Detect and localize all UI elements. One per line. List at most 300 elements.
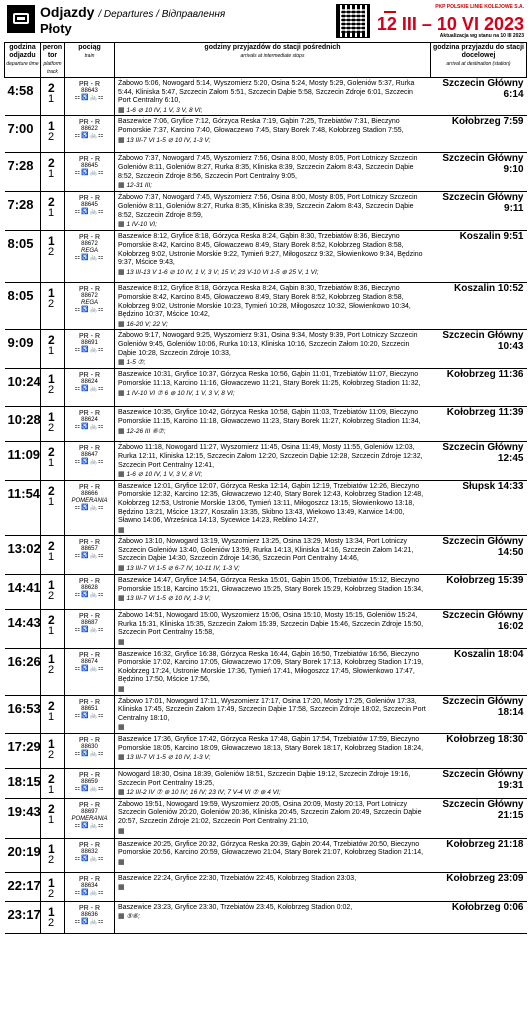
intermediate-stops bbox=[115, 116, 431, 153]
destination-arrival: Szczecin Główny 14:50 bbox=[431, 536, 527, 575]
update-note: Aktualizacja wg stanu na 10 III 2023 bbox=[439, 33, 524, 39]
train-amenities-icon: ⚏♿🚲⚏ bbox=[74, 822, 105, 829]
train-category: PR - R bbox=[79, 841, 100, 849]
service-notes bbox=[118, 527, 428, 536]
platform-number: 2 bbox=[48, 483, 55, 498]
train-category: PR - R bbox=[79, 578, 100, 586]
platform-number: 1 bbox=[48, 904, 55, 919]
calendar-icon: ▦ bbox=[118, 471, 125, 479]
track-number: 1 bbox=[48, 551, 55, 564]
train-category: PR - R bbox=[79, 613, 100, 621]
table-row bbox=[5, 153, 527, 192]
destination-arrival: Szczecin Główny 18:14 bbox=[431, 695, 527, 733]
train-category: PR - R bbox=[79, 286, 100, 294]
table-row bbox=[5, 838, 527, 872]
calendar-icon: ▦ bbox=[118, 389, 125, 397]
track-number: 1 bbox=[48, 710, 55, 723]
train-info bbox=[65, 192, 115, 231]
train-info bbox=[65, 442, 115, 480]
table-row bbox=[5, 872, 527, 901]
calendar-icon: ▦ bbox=[118, 858, 125, 866]
track-number: 2 bbox=[48, 590, 55, 603]
destination-arrival: Kołobrzeg 7:59 bbox=[431, 116, 527, 153]
col-train-label: pociąg bbox=[78, 44, 101, 51]
train-info bbox=[65, 231, 115, 283]
validity-period: 12 III – 10 VI 2023 bbox=[376, 14, 524, 34]
train-amenities-icon: ⚏♿🚲⚏ bbox=[74, 665, 105, 672]
departure-time: 14:43 bbox=[5, 610, 41, 648]
train-info bbox=[65, 480, 115, 536]
platform-number: 1 bbox=[48, 875, 55, 890]
stops-list: Żabowo 17:01, Nowogard 17:11, Wyszomierz 17:17, Osina 17:20, Mosty 17:25, Goleniów 17:33, Kliniska 17:45, Szczecin Załom 17:49, Szczecin Dąbie 17:58, Szczecin Zdroje 18:02, Szczecin Port Centralny 18:10, bbox=[118, 697, 426, 722]
service-notes bbox=[118, 107, 428, 116]
intermediate-stops bbox=[115, 153, 431, 192]
train-info bbox=[65, 536, 115, 575]
table-row bbox=[5, 330, 527, 369]
calendar-icon: ▦ bbox=[118, 686, 125, 694]
service-notes bbox=[118, 639, 428, 648]
stops-list: Żabowo 14:51, Nowogard 15:00, Wyszomierz 15:06, Osina 15:10, Mosty 15:15, Goleniów 15:24, Rurka 15:31, Kliniska 15:35, Szczecin Załom 15:39, Szczecin Dąbie 15:46, Szczecin Zdroje 15:50, Szczecin Port Centralny 15:58, bbox=[118, 612, 424, 637]
service-notes bbox=[118, 269, 428, 278]
train-amenities-icon: ⚏♿🚲⚏ bbox=[74, 95, 105, 101]
col-train bbox=[65, 43, 115, 78]
calendar-icon: ▦ bbox=[118, 320, 125, 328]
col-train-en: train bbox=[84, 53, 95, 59]
platform-number: 2 bbox=[48, 445, 55, 460]
platform-track bbox=[41, 536, 65, 575]
train-number: 88645 bbox=[81, 163, 98, 170]
intermediate-stops bbox=[115, 283, 431, 330]
platform-track bbox=[41, 231, 65, 283]
departure-time: 7:28 bbox=[5, 192, 41, 231]
train-category: PR - R bbox=[79, 333, 100, 341]
service-notes bbox=[118, 137, 428, 146]
table-row bbox=[5, 769, 527, 799]
departure-time: 8:05 bbox=[5, 231, 41, 283]
stops-list: Baszewice 8:12, Gryfice 8:18, Górzyca Reska 8:24, Gąbin 8:30, Trzebiatów 8:36, Bieczyno Pomorskie 8:42, Karcino 8:45, Głowaczewo 8:49, Stary Borek 8:52, Kołobrzeg Stadion 8:58, Kołobrzeg 9:02, Ustronie Morskie 9:22, Tymień 9:27, Miłogoszcz 9:32, Słowienkowo 9:34, Będzino 9:37, Mścice 9:43, bbox=[118, 233, 423, 267]
timetable bbox=[4, 42, 527, 934]
notes-text: 16-20 V; 22 V; bbox=[126, 320, 168, 328]
train-amenities-icon: ⚏♿🚲⚏ bbox=[74, 504, 105, 511]
destination-arrival: Szczecin Główny 12:45 bbox=[431, 442, 527, 480]
train-info bbox=[65, 369, 115, 407]
notes-text: 13 III-7 VI 1-5 ⊘ 10 IV, 1-3 V; bbox=[126, 136, 211, 144]
intermediate-stops bbox=[115, 480, 431, 536]
table-row bbox=[5, 734, 527, 769]
platform-track bbox=[41, 480, 65, 536]
intermediate-stops bbox=[115, 369, 431, 407]
track-number: 1 bbox=[48, 207, 55, 220]
train-category: PR - R bbox=[79, 651, 100, 659]
train-amenities-icon: ⚏♿🚲⚏ bbox=[74, 592, 105, 599]
col-time bbox=[5, 43, 41, 78]
train-info bbox=[65, 769, 115, 799]
destination-arrival: Szczecin Główny 21:15 bbox=[431, 798, 527, 838]
calendar-icon: ▦ bbox=[118, 789, 125, 797]
departure-time: 13:02 bbox=[5, 536, 41, 575]
intermediate-stops bbox=[115, 838, 431, 872]
track-number: 1 bbox=[48, 813, 55, 826]
col-time-en: departure time bbox=[6, 61, 39, 67]
train-info bbox=[65, 610, 115, 648]
departure-time: 14:41 bbox=[5, 575, 41, 610]
train-info bbox=[65, 838, 115, 872]
platform-number: 1 bbox=[48, 119, 55, 134]
departure-time: 16:26 bbox=[5, 648, 41, 695]
train-category: PR - R bbox=[79, 445, 100, 453]
platform-track bbox=[41, 153, 65, 192]
calendar-icon: ▦ bbox=[118, 565, 125, 573]
title-main: Odjazdy bbox=[40, 4, 95, 20]
platform-number: 2 bbox=[48, 156, 55, 171]
stops-list: Żabowo 9:17, Nowogard 9:25, Wyszomierz 9:31, Osina 9:34, Mosty 9:39, Port Lotniczy Szczecin Goleniów 9:45, Goleniów 10:06, Rurka 10:13, Kliniska 10:16, Szczecin Załom 10:20, Szczecin Dąbie 10:28, Szczecin Zdroje 10:33, bbox=[118, 332, 418, 357]
table-row bbox=[5, 480, 527, 536]
destination-arrival: Koszalin 10:52 bbox=[431, 283, 527, 330]
platform-track bbox=[41, 798, 65, 838]
destination-arrival: Szczecin Główny 16:02 bbox=[431, 610, 527, 648]
track-number: 2 bbox=[48, 298, 55, 311]
service-notes bbox=[118, 390, 428, 399]
col-dest bbox=[431, 43, 527, 78]
train-info bbox=[65, 901, 115, 933]
col-dest-label: godzina przyjazdu do stacji docelowej bbox=[432, 44, 524, 59]
platform-track bbox=[41, 192, 65, 231]
service-notes bbox=[118, 686, 428, 695]
stops-list: Żabowo 11:18, Nowogard 11:27, Wyszomierz 11:45, Osina 11:49, Mosty 11:55, Goleniów 12:03, Rurka 12:11, Kliniska 12:15, Szczecin Załom 12:20, Szczecin Dąbie 12:28, Szczecin Zdroje 12:32, Szczecin Port Centralny 12:41, bbox=[118, 444, 423, 469]
stops-list: Baszewice 7:06, Gryfice 7:12, Górzyca Reska 7:19, Gąbin 7:25, Trzebiatów 7:31, Bieczyno Pomorskie 7:37, Karcino 7:40, Głowaczewo 7:45, Stary Borek 7:48, Kołobrzeg Stadion 7:55, bbox=[118, 118, 404, 134]
calendar-icon: ▦ bbox=[118, 359, 125, 367]
train-info bbox=[65, 798, 115, 838]
calendar-icon: ▦ bbox=[118, 827, 125, 835]
table-row bbox=[5, 283, 527, 330]
track-number: 2 bbox=[48, 663, 55, 676]
platform-track bbox=[41, 610, 65, 648]
col-platform bbox=[41, 43, 65, 78]
operator-logo-icon bbox=[384, 3, 396, 13]
train-amenities-icon: ⚏♿🚲⚏ bbox=[74, 627, 105, 634]
calendar-icon: ▦ bbox=[118, 639, 125, 647]
train-number: 88697 bbox=[81, 808, 98, 815]
platform-number: 2 bbox=[48, 539, 55, 554]
track-number: 1 bbox=[48, 784, 55, 796]
departure-time: 8:05 bbox=[5, 283, 41, 330]
service-notes bbox=[118, 754, 428, 763]
departure-time: 10:24 bbox=[5, 369, 41, 407]
train-category: PR - R bbox=[79, 801, 100, 809]
train-category: PR - R bbox=[79, 483, 100, 491]
departure-time: 7:28 bbox=[5, 153, 41, 192]
destination-arrival: Szczecin Główny 9:11 bbox=[431, 192, 527, 231]
intermediate-stops bbox=[115, 648, 431, 695]
track-number: 2 bbox=[48, 422, 55, 435]
stops-list: Baszewice 10:31, Gryfice 10:37, Górzyca Reska 10:56, Gąbin 11:01, Trzebiatów 11:07, Bieczyno Pomorskie 11:13, Karcino 11:16, Głowaczewo 11:21, Stary Borek 11:25, Kołobrzeg Stadion 11:32, bbox=[118, 371, 421, 387]
train-number: 88672 bbox=[81, 241, 98, 248]
destination-arrival: Kołobrzeg 11:36 bbox=[431, 369, 527, 407]
col-stops bbox=[115, 43, 431, 78]
stops-list: Baszewice 8:12, Gryfice 8:18, Górzyca Reska 8:24, Gąbin 8:30, Trzebiatów 8:36, Bieczyno Pomorskie 8:42, Karcino 8:45, Głowaczewo 8:49, Stary Borek 8:52, Kołobrzeg Stadion 8:58, Kołobrzeg 9:02, Ustronie Morskie 10:23, Tymień 10:28, Miłogoszcz 10:32, Słowienkowo 10:34, Będzino 10:37, Mścice 10:42, bbox=[118, 285, 411, 319]
departure-time: 4:58 bbox=[5, 78, 41, 116]
departure-time: 19:43 bbox=[5, 798, 41, 838]
intermediate-stops bbox=[115, 442, 431, 480]
col-platform-label: peron tor bbox=[42, 44, 63, 59]
notes-text: 1-6 ⊘ 10 IV, 1 V, 3 V, 8 VI; bbox=[126, 471, 203, 479]
notes-text: 1-6 ⊘ 10 IV, 1 V, 3 V, 8 VI; bbox=[126, 106, 203, 114]
qr-code-icon[interactable] bbox=[336, 4, 370, 38]
calendar-icon: ▦ bbox=[118, 913, 125, 921]
platform-track bbox=[41, 407, 65, 442]
table-row bbox=[5, 231, 527, 283]
intermediate-stops bbox=[115, 901, 431, 933]
intermediate-stops bbox=[115, 192, 431, 231]
calendar-icon: ▦ bbox=[118, 221, 125, 229]
platform-number: 2 bbox=[48, 772, 55, 786]
platform-track bbox=[41, 369, 65, 407]
destination-arrival: Koszalin 9:51 bbox=[431, 231, 527, 283]
destination-arrival: Kołobrzeg 18:30 bbox=[431, 734, 527, 769]
bus-logo-icon bbox=[7, 5, 35, 33]
train-number: 88666 bbox=[81, 490, 98, 497]
train-info bbox=[65, 734, 115, 769]
track-number: 2 bbox=[48, 853, 55, 866]
destination-arrival: Szczecin Główny 9:10 bbox=[431, 153, 527, 192]
table-row bbox=[5, 575, 527, 610]
platform-number: 1 bbox=[48, 578, 55, 593]
stops-list: Żabowo 5:06, Nowogard 5:14, Wyszomierz 5:20, Osina 5:24, Mosty 5:29, Goleniów 5:37, Rurka 5:44, Kliniska 5:47, Szczecin Załom 5:51, Szczecin Dąbie 5:58, Szczecin Zdroje 6:01, Szczecin Port Centralny 6:10, bbox=[118, 80, 415, 105]
train-category: PR - R bbox=[79, 539, 100, 547]
col-platform-en: platform track bbox=[43, 61, 62, 75]
platform-track bbox=[41, 734, 65, 769]
train-info bbox=[65, 116, 115, 153]
table-row bbox=[5, 192, 527, 231]
notes-text: 13 III-7 VI 1-5 ⊘ 10 IV, 1-3 V; bbox=[126, 595, 211, 603]
train-info bbox=[65, 153, 115, 192]
table-row bbox=[5, 116, 527, 153]
stops-list: Żabowo 7:37, Nowogard 7:45, Wyszomierz 7:56, Osina 8:00, Mosty 8:05, Port Lotniczy Szczecin Goleniów 8:11, Goleniów 8:27, Rurka 8:35, Kliniska 8:39, Szczecin Załom 8:43, Szczecin Dąbie 8:52, Szczecin Zdroje 8:56, Szczecin Port Centralny 9:05, bbox=[118, 155, 418, 180]
table-row bbox=[5, 695, 527, 733]
departure-time: 20:19 bbox=[5, 838, 41, 872]
train-number: 88672 bbox=[81, 293, 98, 300]
service-notes bbox=[118, 321, 428, 330]
col-time-label: godzina odjazdu bbox=[9, 44, 36, 59]
platform-number: 1 bbox=[48, 841, 55, 856]
train-amenities-icon: ⚏♿🚲⚏ bbox=[74, 553, 105, 560]
departure-time: 18:15 bbox=[5, 769, 41, 799]
title-sub: / Departures / Відправлення bbox=[98, 9, 226, 20]
table-header bbox=[5, 43, 527, 78]
platform-number: 2 bbox=[48, 613, 55, 628]
destination-arrival: Szczecin Główny 6:14 bbox=[431, 78, 527, 116]
stops-list: Baszewice 10:35, Gryfice 10:42, Górzyca Reska 10:58, Gąbin 11:03, Trzebiatów 11:09, Bieczyno Pomorskie 11:15, Karcino 11:18, Głowaczewo 11:23, Stary Borek 11:27, Kołobrzeg Stadion 11:34, bbox=[118, 409, 421, 425]
train-amenities-icon: ⚏♿🚲⚏ bbox=[74, 424, 105, 431]
destination-arrival: Kołobrzeg 0:06 bbox=[431, 901, 527, 933]
intermediate-stops bbox=[115, 734, 431, 769]
calendar-icon: ▦ bbox=[118, 106, 125, 114]
platform-number: 1 bbox=[48, 410, 55, 425]
train-amenities-icon: ⚏♿🚲⚏ bbox=[74, 133, 105, 140]
train-number: 88634 bbox=[81, 882, 98, 889]
service-notes bbox=[118, 828, 428, 837]
train-category: PR - R bbox=[79, 904, 100, 912]
stops-list: Baszewice 22:24, Gryfice 22:30, Trzebiatów 22:45, Kołobrzeg Stadion 23:03, bbox=[118, 874, 357, 882]
departure-time: 11:54 bbox=[5, 480, 41, 536]
train-info bbox=[65, 407, 115, 442]
train-number: 88624 bbox=[81, 379, 98, 386]
train-number: 88630 bbox=[81, 744, 98, 750]
train-info bbox=[65, 648, 115, 695]
train-number: 88643 bbox=[81, 88, 98, 94]
train-info bbox=[65, 575, 115, 610]
train-number: 88632 bbox=[81, 848, 98, 855]
track-number: 1 bbox=[48, 495, 55, 508]
platform-track bbox=[41, 872, 65, 901]
train-number: 88645 bbox=[81, 202, 98, 209]
train-number: 88647 bbox=[81, 452, 98, 459]
service-notes bbox=[118, 913, 428, 922]
stops-list: Baszewice 23:23, Gryfice 23:30, Trzebiatów 23:45, Kołobrzeg Stadion 0:02, bbox=[118, 903, 353, 911]
train-amenities-icon: ⚏♿🚲⚏ bbox=[74, 386, 105, 393]
train-amenities-icon: ⚏♿🚲⚏ bbox=[74, 712, 105, 719]
calendar-icon: ▦ bbox=[118, 526, 125, 534]
notes-text: 13 III-7 VI 1-5 ⊘ 6-7 IV, 10-11 IV, 1-3 V; bbox=[126, 565, 240, 573]
train-info bbox=[65, 695, 115, 733]
destination-arrival: Szczecin Główny 10:43 bbox=[431, 330, 527, 369]
service-notes bbox=[118, 884, 428, 893]
platform-number: 2 bbox=[48, 698, 55, 713]
platform-track bbox=[41, 116, 65, 153]
notes-text: ⑤⑥; bbox=[126, 913, 140, 921]
track-number: 2 bbox=[48, 246, 55, 259]
intermediate-stops bbox=[115, 610, 431, 648]
header bbox=[0, 0, 530, 40]
notes-text: 12-31 III; bbox=[126, 182, 153, 190]
platform-number: 2 bbox=[48, 801, 55, 816]
destination-arrival: Kołobrzeg 11:39 bbox=[431, 407, 527, 442]
track-number: 1 bbox=[48, 457, 55, 470]
train-number: 88687 bbox=[81, 620, 98, 627]
calendar-icon: ▦ bbox=[118, 427, 125, 435]
departure-time: 9:09 bbox=[5, 330, 41, 369]
stops-list: Żabowo 13:10, Nowogard 13:19, Wyszomierz 13:25, Osina 13:29, Mosty 13:34, Port Lotniczy Szczecin Goleniów 13:40, Goleniów 13:59, Rurka 14:13, Kliniska 14:16, Szczecin Załom 14:21, Szczecin Dąbie 14:30, Szczecin Zdroje 14:36, Szczecin Port Centralny 14:46, bbox=[118, 538, 414, 563]
intermediate-stops bbox=[115, 872, 431, 901]
departure-time: 11:09 bbox=[5, 442, 41, 480]
train-category: PR - R bbox=[79, 81, 100, 88]
calendar-icon: ▦ bbox=[118, 724, 125, 732]
departure-time: 7:00 bbox=[5, 116, 41, 153]
table-row bbox=[5, 369, 527, 407]
service-notes bbox=[118, 471, 428, 480]
track-number: 2 bbox=[48, 887, 55, 900]
notes-text: 12 III-2 IV ⑦ ⊛ 10 IV; 16 IV; 23 IV; 7 V-4 VI ⑦ ⊛ 4 VI; bbox=[126, 789, 281, 797]
table-row bbox=[5, 78, 527, 116]
destination-arrival: Kołobrzeg 15:39 bbox=[431, 575, 527, 610]
operator-name: PKP POLSKIE LINIE KOLEJOWE S.A. bbox=[435, 4, 524, 10]
departure-time: 23:17 bbox=[5, 901, 41, 933]
track-number: 2 bbox=[48, 916, 55, 929]
destination-arrival: Kołobrzeg 23:09 bbox=[431, 872, 527, 901]
notes-text: 1-5 ⑦; bbox=[126, 359, 146, 367]
platform-track bbox=[41, 283, 65, 330]
track-number: 1 bbox=[48, 168, 55, 181]
service-notes bbox=[118, 859, 428, 868]
train-category: PR - R bbox=[79, 410, 100, 418]
departure-time: 16:53 bbox=[5, 695, 41, 733]
track-number: 2 bbox=[48, 384, 55, 397]
calendar-icon: ▦ bbox=[118, 268, 125, 276]
train-number: 88691 bbox=[81, 340, 98, 347]
train-amenities-icon: ⚏♿🚲⚏ bbox=[74, 855, 105, 862]
intermediate-stops bbox=[115, 231, 431, 283]
table-row bbox=[5, 610, 527, 648]
stops-list: Nowogard 18:30, Osina 18:39, Goleniów 18:51, Szczecin Dąbie 19:12, Szczecin Zdroje 19:16, Szczecin Port Centralny 19:25, bbox=[118, 771, 411, 787]
train-number: 88624 bbox=[81, 417, 98, 424]
train-info bbox=[65, 78, 115, 116]
train-category: PR - R bbox=[79, 119, 100, 127]
platform-track bbox=[41, 769, 65, 799]
intermediate-stops bbox=[115, 407, 431, 442]
table-row bbox=[5, 407, 527, 442]
platform-track bbox=[41, 695, 65, 733]
train-category: PR - R bbox=[79, 372, 100, 380]
intermediate-stops bbox=[115, 575, 431, 610]
platform-number: 1 bbox=[48, 234, 55, 249]
page-title bbox=[40, 4, 225, 20]
destination-arrival: Szczecin Główny 19:31 bbox=[431, 769, 527, 799]
platform-track bbox=[41, 648, 65, 695]
calendar-icon: ▦ bbox=[118, 884, 125, 892]
train-amenities-icon: ⚏♿🚲⚏ bbox=[74, 209, 105, 216]
notes-text: 1 IV-10 VI; bbox=[126, 221, 157, 229]
platform-track bbox=[41, 575, 65, 610]
departure-time: 17:29 bbox=[5, 734, 41, 769]
train-name: POMERANIA bbox=[71, 497, 108, 504]
col-stops-label: godziny przyjazdów do stacji pośrednich bbox=[204, 44, 341, 51]
platform-number: 1 bbox=[48, 651, 55, 666]
table-row bbox=[5, 901, 527, 933]
train-amenities-icon: ⚏♿🚲⚏ bbox=[74, 347, 105, 354]
table-row bbox=[5, 442, 527, 480]
platform-number: 1 bbox=[48, 737, 55, 751]
stops-list: Żabowo 19:51, Nowogard 19:59, Wyszomierz 20:05, Osina 20:09, Mosty 20:13, Port Lotniczy Szczecin Goleniów 20:20, Goleniów 20:36, Kliniska 20:45, Szczecin Załom 20:49, Szczecin Dąbie 20:57, Szczecin Zdroje 21:02, Szczecin Port Centralny 21:10, bbox=[118, 800, 422, 825]
stops-list: Baszewice 20:25, Gryfice 20:32, Górzyca Reska 20:39, Gąbin 20:44, Trzebiatów 20:50, Bieczyno Pomorskie 20:56, Karcino 20:59, Głowaczewo 21:04, Stary Borek 21:07, Kołobrzeg Stadion 21:14, bbox=[118, 840, 424, 857]
notes-text: 1 IV-10 VI ⑦ 6 ⊛ 10 IV, 1 V, 3 V, 8 VI; bbox=[126, 389, 235, 397]
train-amenities-icon: ⚏♿🚲⚏ bbox=[74, 889, 105, 896]
intermediate-stops bbox=[115, 798, 431, 838]
stops-list: Baszewice 16:32, Gryfice 16:38, Górzyca Reska 16:44, Gąbin 16:50, Trzebiatów 16:56, Bieczyno Pomorskie 17:02, Karcino 17:05, Głowaczewo 17:09, Stary Borek 17:13, Kołobrzeg Stadion 17:19, Kołobrzeg 17:24, Ustronie Morskie 17:36, Tymień 17:41, Miłogoszcz 17:45, Słowienkowo 17:47, Będzino 17:50, Mścice 17:56, bbox=[118, 650, 424, 684]
train-name: POMERANIA bbox=[71, 815, 108, 822]
table-row bbox=[5, 798, 527, 838]
train-number: 88674 bbox=[81, 658, 98, 665]
train-category: PR - R bbox=[79, 772, 100, 779]
stops-list: Żabowo 7:37, Nowogard 7:45, Wyszomierz 7:56, Osina 8:00, Mosty 8:05, Port Lotniczy Szczecin Goleniów 8:11, Goleniów 8:27, Rurka 8:35, Kliniska 8:39, Szczecin Załom 8:43, Szczecin Dąbie 8:52, Szczecin Zdroje 8:59, bbox=[118, 194, 418, 219]
track-number: 2 bbox=[48, 131, 55, 144]
train-info bbox=[65, 283, 115, 330]
stops-list: Baszewice 14:47, Gryfice 14:54, Górzyca Reska 15:01, Gąbin 15:06, Trzebiatów 15:12, Bieczyno Pomorskie 15:18, Karcino 15:21, Głowaczewo 15:25, Stary Borek 15:29, Kołobrzeg Stadion 15:34, bbox=[118, 577, 424, 593]
train-number: 88636 bbox=[81, 911, 98, 918]
col-stops-en: arrivals at intermediate stops bbox=[240, 53, 305, 59]
stops-list: Baszewice 12:01, Gryfice 12:07, Górzyca Reska 12:14, Gąbin 12:19, Trzebiatów 12:26, Bieczyno Pomorskie 12:32, Karcino 12:35, Głowaczewo 12:40, Stary Borek 12:43, Kołobrzeg Stadion 12:48, Kołobrzeg 12:53, Ustronie Morskie 13:06, Tymień 13:11, Miłogoszcz 13:15, Słowienkowo 13:18, Będzino 13:21, Mścice 13:27, Koszalin 13:35, Skibno 13:43, Wiekowo 13:49, Karwice 14:00, Sławno 14:06, Wrześnica 14:13, Sycewice 14:23, Reblino 14:27, bbox=[118, 482, 424, 525]
train-category: PR - R bbox=[79, 698, 100, 706]
col-dest-en: arrival at destination (station) bbox=[446, 61, 511, 67]
track-number: 1 bbox=[48, 345, 55, 358]
calendar-icon: ▦ bbox=[118, 595, 125, 603]
intermediate-stops bbox=[115, 330, 431, 369]
departure-time: 22:17 bbox=[5, 872, 41, 901]
intermediate-stops bbox=[115, 769, 431, 799]
track-number: 1 bbox=[48, 93, 55, 105]
platform-track bbox=[41, 330, 65, 369]
service-notes bbox=[118, 789, 428, 798]
train-amenities-icon: ⚏♿🚲⚏ bbox=[74, 918, 105, 925]
